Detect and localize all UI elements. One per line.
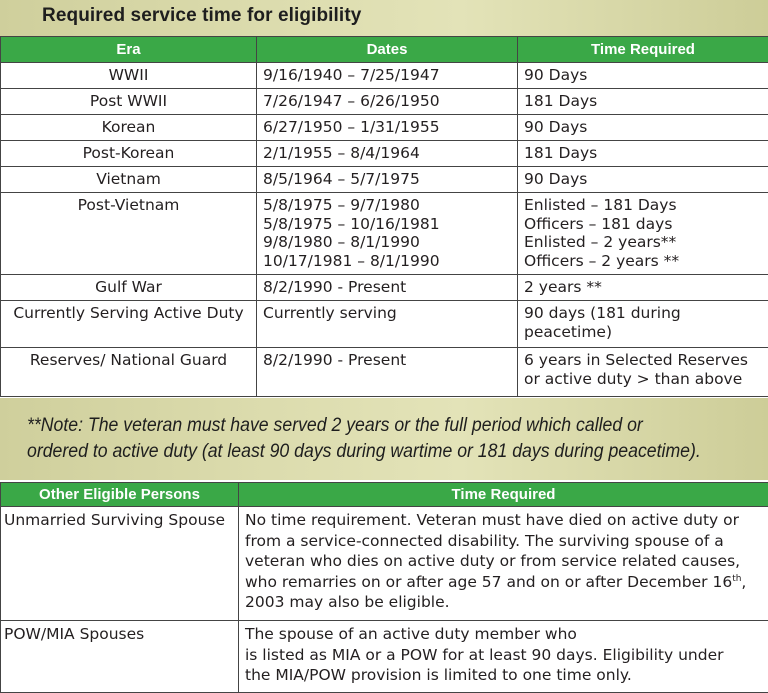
time-cell: 90 Days [518, 167, 768, 193]
dates-cell: 6/27/1950 – 1/31/1955 [257, 115, 518, 141]
dates-cell: 8/2/1990 - Present [257, 275, 518, 301]
requirement-cell [239, 621, 768, 693]
table-row [1, 301, 768, 348]
header-other-eligible-persons: Other Eligible Persons [1, 483, 239, 507]
date-range: 10/17/1981 – 8/1/1990 [263, 252, 517, 271]
dates-cell: 8/2/1990 - Present [257, 348, 518, 397]
time-cell: 90 Days [518, 63, 768, 89]
header-time-required: Time Required [518, 37, 768, 63]
date-range: 5/8/1975 – 10/16/1981 [263, 215, 517, 234]
table-row [1, 507, 768, 621]
era-cell: Gulf War [1, 275, 257, 301]
requirement-line: 2003 may also be eligible. [245, 592, 768, 613]
era-cell: Post WWII [1, 89, 257, 115]
table-row [1, 167, 768, 193]
time-line: 90 days (181 during [524, 304, 768, 323]
time-line: Enlisted – 2 years** [524, 233, 768, 252]
dates-cell: Currently serving [257, 301, 518, 348]
table-row [1, 621, 768, 693]
dates-cell: 2/1/1955 – 8/4/1964 [257, 141, 518, 167]
table-row [1, 89, 768, 115]
requirement-line [245, 572, 768, 593]
time-line: peacetime) [524, 323, 768, 342]
date-range: 5/8/1975 – 9/7/1980 [263, 196, 517, 215]
time-cell: 181 Days [518, 89, 768, 115]
dates-cell: 9/16/1940 – 7/25/1947 [257, 63, 518, 89]
requirement-text: who remarries on or after age 57 and on or after December 16 [245, 573, 732, 591]
punctuation: , [741, 573, 746, 591]
time-line: Officers – 181 days [524, 215, 768, 234]
requirement-line: veteran who dies on active duty or from service related causes, [245, 551, 768, 572]
time-line: or active duty > than above [524, 370, 768, 389]
era-cell: Post-Korean [1, 141, 257, 167]
table-header-row [1, 37, 768, 63]
table-header-row [1, 483, 768, 507]
time-line: 6 years in Selected Reserves [524, 351, 768, 370]
era-cell: Post-Vietnam [1, 193, 257, 275]
header-dates: Dates [257, 37, 518, 63]
time-cell: 2 years ** [518, 275, 768, 301]
page-title: Required service time for eligibility [42, 5, 361, 27]
era-cell: WWII [1, 63, 257, 89]
requirement-line: is listed as MIA or a POW for at least 90 days. Eligibility under [245, 645, 768, 666]
person-cell: Unmarried Surviving Spouse [1, 507, 239, 621]
person-cell: POW/MIA Spouses [1, 621, 239, 693]
dates-cell: 8/5/1964 – 5/7/1975 [257, 167, 518, 193]
requirement-line: No time requirement. Veteran must have died on active duty or [245, 510, 768, 531]
table-row [1, 63, 768, 89]
time-cell [518, 193, 768, 275]
table-row [1, 193, 768, 275]
dates-cell: 7/26/1947 – 6/26/1950 [257, 89, 518, 115]
era-cell: Korean [1, 115, 257, 141]
ordinal-suffix: th [732, 573, 741, 583]
note-line: ordered to active duty (at least 90 days during wartime or 181 days during peacetime). [27, 439, 706, 465]
eligibility-note [27, 413, 706, 465]
service-time-table [0, 36, 768, 397]
era-cell: Reserves/ National Guard [1, 348, 257, 397]
note-line: **Note: The veteran must have served 2 years or the full period which called or [27, 413, 706, 439]
era-cell: Vietnam [1, 167, 257, 193]
time-line: Officers – 2 years ** [524, 252, 768, 271]
time-cell [518, 348, 768, 397]
table-row [1, 115, 768, 141]
requirement-line: from a service-connected disability. The surviving spouse of a [245, 531, 768, 552]
requirement-line: the MIA/POW provision is limited to one time only. [245, 665, 768, 686]
requirement-cell [239, 507, 768, 621]
date-range: 9/8/1980 – 8/1/1990 [263, 233, 517, 252]
time-cell: 90 Days [518, 115, 768, 141]
dates-cell [257, 193, 518, 275]
table-row [1, 348, 768, 397]
header-era: Era [1, 37, 257, 63]
header-time-required: Time Required [239, 483, 768, 507]
time-cell [518, 301, 768, 348]
table-row [1, 275, 768, 301]
time-line: Enlisted – 181 Days [524, 196, 768, 215]
requirement-line: The spouse of an active duty member who [245, 624, 768, 645]
other-eligible-table [0, 482, 768, 693]
era-cell: Currently Serving Active Duty [1, 301, 257, 348]
time-cell: 181 Days [518, 141, 768, 167]
table-row [1, 141, 768, 167]
